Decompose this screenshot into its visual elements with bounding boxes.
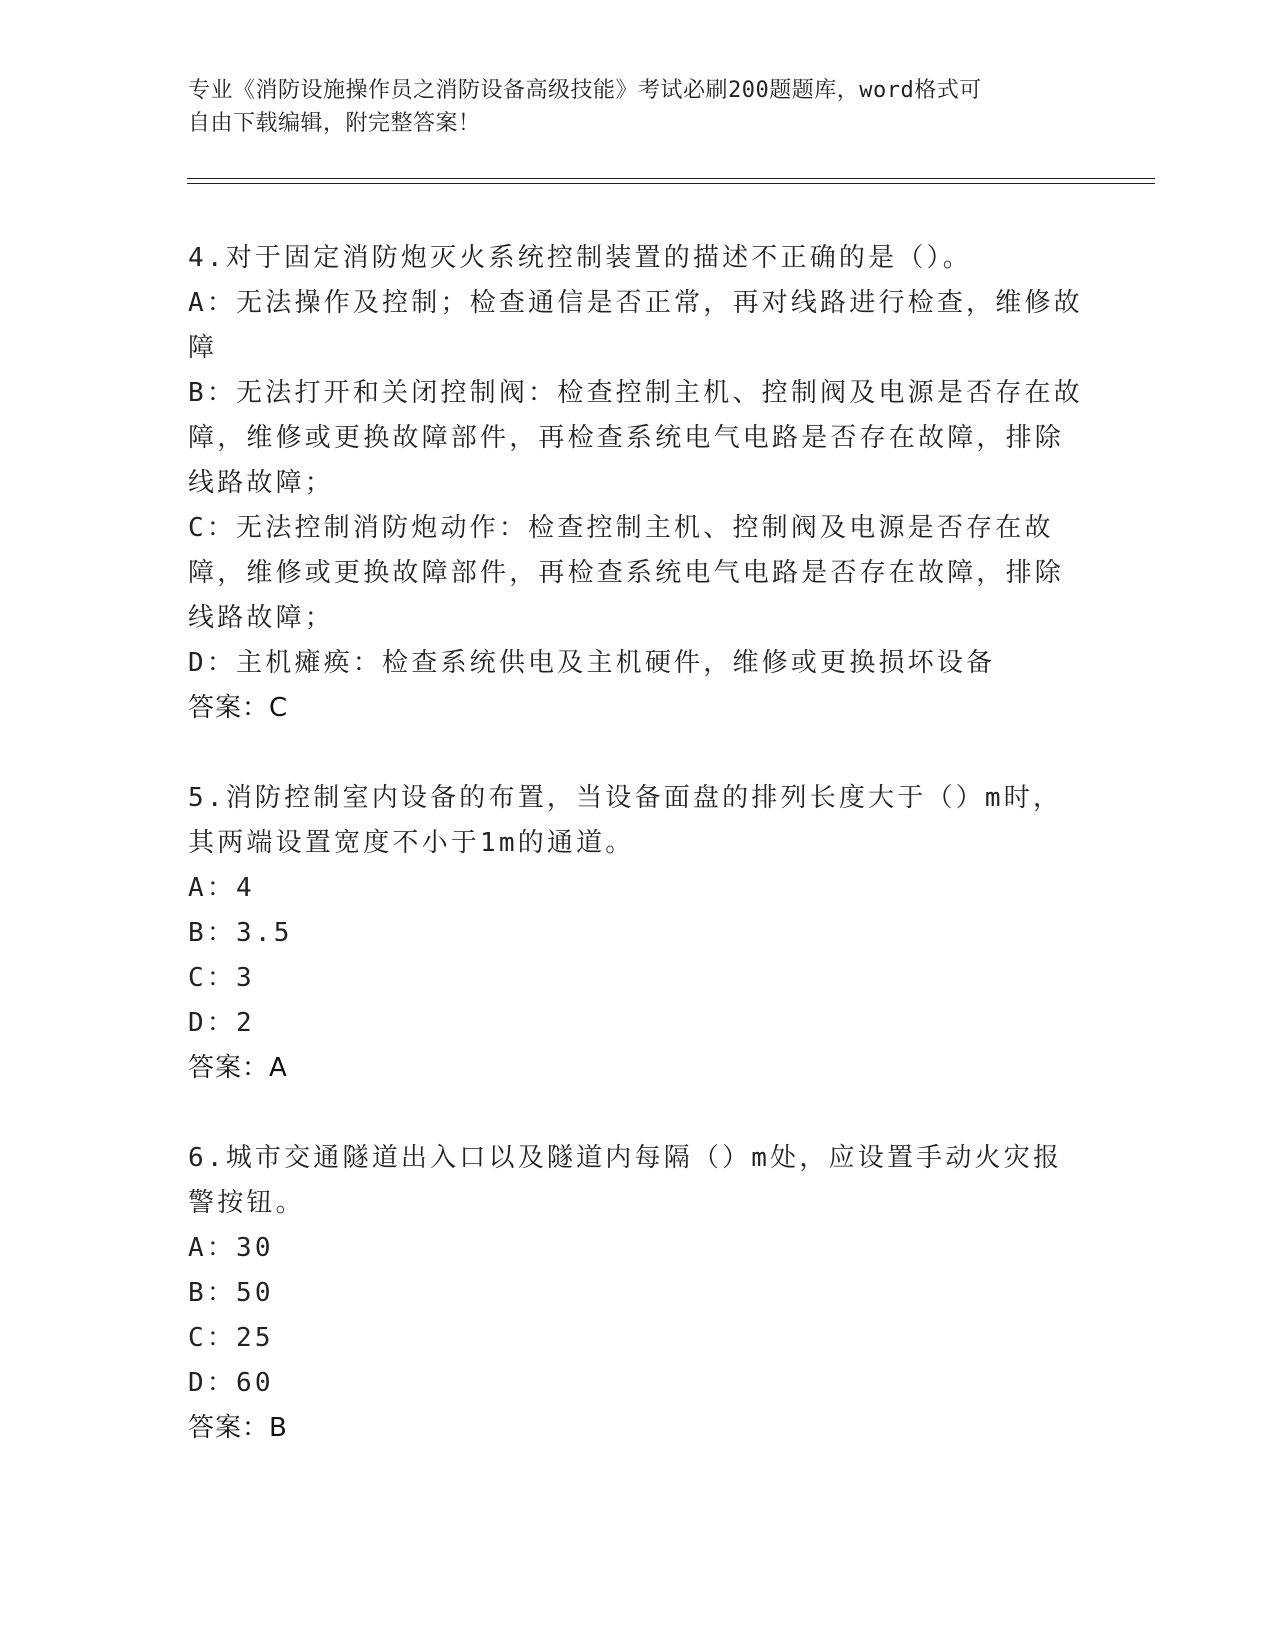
option-b: B：无法打开和关闭控制阀：检查控制主机、控制阀及电源是否存在故障，维修或更换故障部件，再检查系统电气电路是否存在故障，排除线路故障； — [188, 378, 1083, 498]
option-a: A：30 — [188, 1233, 274, 1263]
header-line-2: 自由下载编辑，附完整答案！ — [188, 111, 481, 136]
answer: 答案：C — [188, 693, 289, 723]
question-6 — [188, 1136, 1088, 1451]
question-5 — [188, 776, 1088, 1091]
option-d: D：60 — [188, 1368, 274, 1398]
header-divider-bottom — [187, 183, 1155, 184]
option-a: A：无法操作及控制；检查通信是否正常，再对线路进行检查，维修故障 — [188, 288, 1083, 363]
question-text: 4.对于固定消防炮灭火系统控制装置的描述不正确的是（）。 — [188, 243, 972, 273]
question-list — [188, 236, 1088, 1451]
option-c: C：25 — [188, 1323, 274, 1353]
document-header — [188, 74, 1068, 140]
question-4 — [188, 236, 1088, 731]
option-c: C：3 — [188, 963, 255, 993]
answer: 答案：B — [188, 1413, 288, 1443]
option-d: D：主机瘫痪：检查系统供电及主机硬件，维修或更换损坏设备 — [188, 648, 996, 678]
option-b: B：50 — [188, 1278, 274, 1308]
option-d: D：2 — [188, 1008, 255, 1038]
option-c: C：无法控制消防炮动作：检查控制主机、控制阀及电源是否存在故障，维修或更换故障部件，再检查系统电气电路是否存在故障，排除线路故障； — [188, 513, 1065, 633]
question-text: 5.消防控制室内设备的布置，当设备面盘的排列长度大于（）m时，其两端设置宽度不小于1m的通道。 — [188, 783, 1063, 858]
option-b: B：3.5 — [188, 918, 293, 948]
option-a: A：4 — [188, 873, 255, 903]
header-line-1: 专业《消防设施操作员之消防设备高级技能》考试必刷200题题库，word格式可 — [188, 78, 982, 103]
question-spacer — [188, 1091, 1088, 1136]
question-spacer — [188, 731, 1088, 776]
header-divider-top — [187, 178, 1155, 179]
answer: 答案：A — [188, 1053, 288, 1083]
question-text: 6.城市交通隧道出入口以及隧道内每隔（）m处，应设置手动火灾报警按钮。 — [188, 1143, 1063, 1218]
